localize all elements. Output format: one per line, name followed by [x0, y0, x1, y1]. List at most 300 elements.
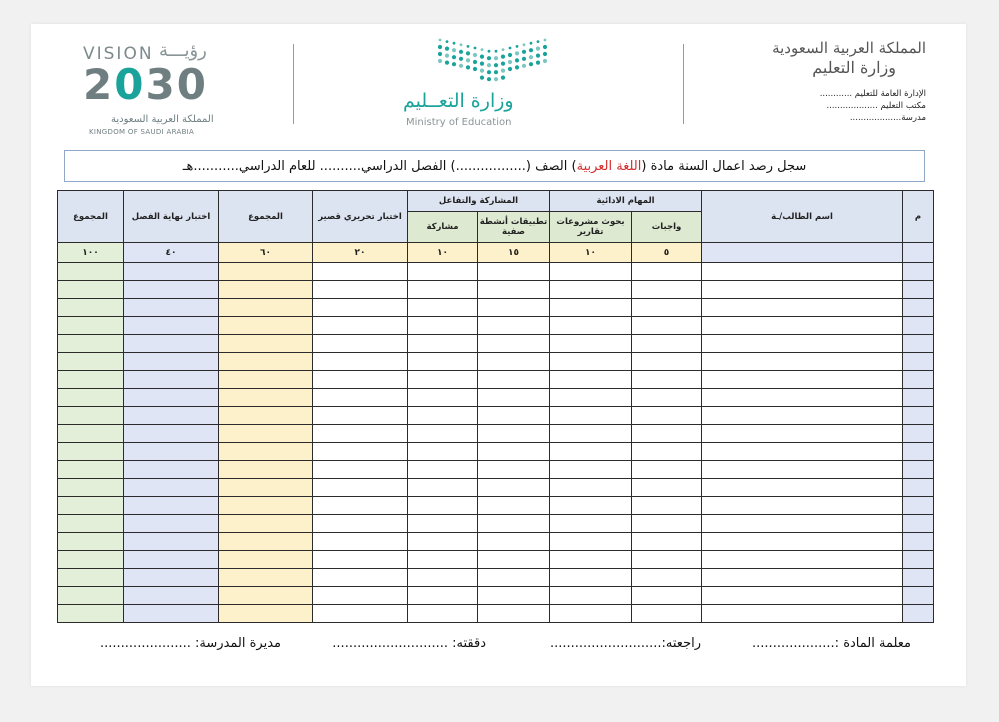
grade-cell[interactable]	[408, 389, 478, 407]
emblem-dot	[536, 54, 540, 58]
grade-cell[interactable]	[632, 263, 702, 281]
grade-cell[interactable]	[313, 443, 408, 461]
teacher-signature: معلمة المادة :....................	[752, 636, 911, 651]
moe-arabic-name: وزارة التعــليم	[403, 90, 514, 112]
emblem-dot	[530, 42, 533, 45]
weight-total-2: ١٠٠	[58, 243, 124, 263]
grade-cell[interactable]	[313, 461, 408, 479]
emblem-dot	[473, 67, 477, 71]
grade-cell[interactable]	[632, 389, 702, 407]
grade-cell[interactable]	[550, 317, 632, 335]
grade-cell[interactable]	[219, 515, 313, 533]
grade-cell[interactable]	[219, 569, 313, 587]
grade-cell[interactable]	[124, 569, 219, 587]
emblem-dot	[515, 51, 519, 55]
grade-cell[interactable]	[219, 461, 313, 479]
grade-cell[interactable]	[313, 515, 408, 533]
grade-cell[interactable]	[478, 335, 550, 353]
grade-cell[interactable]	[408, 425, 478, 443]
grade-cell[interactable]	[58, 605, 124, 623]
weight-applications: ١٥	[478, 243, 550, 263]
grade-cell[interactable]	[219, 299, 313, 317]
grade-cell[interactable]	[313, 497, 408, 515]
grade-cell[interactable]	[632, 533, 702, 551]
kingdom-calligraphy: المملكة العربية السعودية	[772, 39, 926, 57]
emblem-dot	[480, 62, 484, 66]
grade-cell[interactable]	[313, 263, 408, 281]
emblem-dot	[466, 65, 470, 69]
grade-cell[interactable]	[903, 461, 934, 479]
grade-cell[interactable]	[702, 551, 903, 569]
grade-cell[interactable]	[313, 299, 408, 317]
grade-cell[interactable]	[219, 587, 313, 605]
grade-cell[interactable]	[408, 605, 478, 623]
year-part-emblem: 0	[114, 60, 146, 109]
grade-cell[interactable]	[903, 371, 934, 389]
grade-cell[interactable]	[550, 335, 632, 353]
moe-dots-icon	[436, 36, 556, 82]
emblem-dot	[487, 56, 491, 60]
grade-cell[interactable]	[632, 371, 702, 389]
grade-cell[interactable]	[550, 569, 632, 587]
institution-block	[761, 36, 926, 146]
weight-participation: ١٠	[408, 243, 478, 263]
grade-cell[interactable]	[219, 281, 313, 299]
grade-cell[interactable]	[219, 317, 313, 335]
grade-cell[interactable]	[903, 317, 934, 335]
emblem-dot	[501, 69, 505, 73]
grade-cell[interactable]	[58, 551, 124, 569]
grade-cell[interactable]	[478, 569, 550, 587]
table-row	[58, 299, 934, 317]
emblem-dot	[487, 63, 491, 67]
grade-cell[interactable]	[632, 605, 702, 623]
grade-cell[interactable]	[408, 497, 478, 515]
grade-cell[interactable]	[702, 407, 903, 425]
grade-cell[interactable]	[903, 479, 934, 497]
grade-cell[interactable]	[124, 371, 219, 389]
grade-cell[interactable]	[408, 551, 478, 569]
vision-arabic: رؤيـــة	[159, 40, 207, 61]
grade-cell[interactable]	[702, 425, 903, 443]
emblem-dot	[494, 63, 498, 67]
grade-cell[interactable]	[58, 371, 124, 389]
emblem-dot	[459, 50, 463, 54]
signatures-footer	[81, 636, 911, 656]
year-2030	[83, 60, 208, 109]
grade-cell[interactable]	[313, 587, 408, 605]
grade-cell[interactable]	[903, 443, 934, 461]
grade-cell[interactable]	[550, 299, 632, 317]
grade-cell[interactable]	[478, 461, 550, 479]
grade-cell[interactable]	[58, 281, 124, 299]
grade-cell[interactable]	[124, 533, 219, 551]
grade-cell[interactable]	[550, 497, 632, 515]
table-row	[58, 353, 934, 371]
grade-cell[interactable]	[124, 425, 219, 443]
header-participation-group: المشاركة والتفاعل	[408, 191, 550, 212]
grade-cell[interactable]	[408, 317, 478, 335]
emblem-dot	[515, 58, 519, 62]
emblem-dot	[452, 62, 456, 66]
grade-cell[interactable]	[550, 353, 632, 371]
grade-cell[interactable]	[219, 497, 313, 515]
emblem-dot	[480, 76, 484, 80]
grade-cell[interactable]	[903, 587, 934, 605]
grade-cell[interactable]	[408, 461, 478, 479]
table-row	[58, 407, 934, 425]
table-row	[58, 443, 934, 461]
grade-cell[interactable]	[702, 479, 903, 497]
grade-cell[interactable]	[124, 551, 219, 569]
grade-cell[interactable]	[632, 461, 702, 479]
header-performance-tasks: المهام الادائية	[550, 191, 702, 212]
grade-cell[interactable]	[408, 299, 478, 317]
grade-cell[interactable]	[632, 443, 702, 461]
header-participation: مشاركة	[408, 212, 478, 243]
grade-cell[interactable]	[702, 461, 903, 479]
title-subject: اللغة العربية	[576, 158, 642, 174]
grade-cell[interactable]	[632, 317, 702, 335]
grade-cell[interactable]	[58, 515, 124, 533]
emblem-dot	[445, 47, 449, 51]
grade-cell[interactable]	[313, 533, 408, 551]
emblem-dot	[494, 70, 498, 74]
grade-cell[interactable]	[478, 425, 550, 443]
emblem-dot	[495, 50, 498, 53]
grade-cell[interactable]	[313, 605, 408, 623]
grade-cell[interactable]	[313, 425, 408, 443]
weight-name-cell	[702, 243, 903, 263]
grade-cell[interactable]	[632, 425, 702, 443]
grade-cell[interactable]	[124, 497, 219, 515]
emblem-dot	[467, 45, 470, 48]
admin-line: الإدارة العامة للتعليم ............	[819, 89, 926, 99]
emblem-dot	[502, 48, 505, 51]
emblem-dot	[501, 55, 505, 59]
grade-cell[interactable]	[219, 389, 313, 407]
grade-cell[interactable]	[124, 515, 219, 533]
grade-cell[interactable]	[632, 551, 702, 569]
grade-cell[interactable]	[903, 407, 934, 425]
grade-cell[interactable]	[124, 407, 219, 425]
grade-cell[interactable]	[478, 371, 550, 389]
emblem-dot	[501, 62, 505, 66]
grade-cell[interactable]	[408, 533, 478, 551]
grade-cell[interactable]	[478, 479, 550, 497]
grade-cell[interactable]	[903, 497, 934, 515]
emblem-dot	[473, 53, 477, 57]
grade-cell[interactable]	[58, 569, 124, 587]
grade-cell[interactable]	[550, 371, 632, 389]
grade-cell[interactable]	[550, 407, 632, 425]
grade-cell[interactable]	[58, 263, 124, 281]
emblem-dot	[543, 59, 547, 63]
record-title	[64, 150, 925, 182]
grade-cell[interactable]	[702, 371, 903, 389]
grade-cell[interactable]	[219, 551, 313, 569]
weights-row	[58, 243, 934, 263]
grade-cell[interactable]	[478, 497, 550, 515]
grade-cell[interactable]	[219, 443, 313, 461]
grade-cell[interactable]	[550, 461, 632, 479]
grade-cell[interactable]	[478, 515, 550, 533]
grade-cell[interactable]	[58, 533, 124, 551]
grade-cell[interactable]	[903, 353, 934, 371]
grade-cell[interactable]	[58, 335, 124, 353]
grade-cell[interactable]	[478, 533, 550, 551]
grade-cell[interactable]	[124, 353, 219, 371]
grade-cell[interactable]	[408, 263, 478, 281]
student-rows	[58, 263, 934, 623]
table-row	[58, 371, 934, 389]
table-row	[58, 425, 934, 443]
grade-cell[interactable]	[408, 371, 478, 389]
grade-cell[interactable]	[313, 353, 408, 371]
emblem-dot	[529, 48, 533, 52]
grade-cell[interactable]	[58, 299, 124, 317]
emblem-dot	[480, 55, 484, 59]
ksa-arabic-caption: المملكة العربية السعودية	[111, 114, 214, 125]
grade-cell[interactable]	[408, 479, 478, 497]
header-number: م	[903, 191, 934, 243]
grade-cell[interactable]	[219, 371, 313, 389]
year-part-right: 30	[145, 60, 208, 109]
grade-cell[interactable]	[550, 515, 632, 533]
grade-cell[interactable]	[408, 353, 478, 371]
grade-cell[interactable]	[550, 281, 632, 299]
grade-cell[interactable]	[124, 263, 219, 281]
emblem-dot	[537, 40, 540, 43]
grade-cell[interactable]	[219, 605, 313, 623]
grade-cell[interactable]	[702, 605, 903, 623]
emblem-dot	[523, 43, 526, 46]
grade-cell[interactable]	[903, 551, 934, 569]
emblem-dot	[508, 53, 512, 57]
grade-cell[interactable]	[219, 263, 313, 281]
emblem-dot	[445, 54, 449, 58]
grade-cell[interactable]	[313, 281, 408, 299]
grade-cell[interactable]	[478, 551, 550, 569]
grade-cell[interactable]	[478, 587, 550, 605]
grade-cell[interactable]	[702, 389, 903, 407]
emblem-dot	[515, 65, 519, 69]
table-row	[58, 317, 934, 335]
table-row	[58, 479, 934, 497]
reviewed-signature: راجعته:...........................	[549, 636, 701, 651]
header-student-name: اسم الطالب/ـة	[702, 191, 903, 243]
grade-cell[interactable]	[58, 389, 124, 407]
grade-cell[interactable]	[550, 587, 632, 605]
grade-cell[interactable]	[550, 425, 632, 443]
grade-cell[interactable]	[313, 407, 408, 425]
grade-cell[interactable]	[903, 281, 934, 299]
grade-cell[interactable]	[632, 587, 702, 605]
weight-research: ١٠	[550, 243, 632, 263]
grade-cell[interactable]	[313, 335, 408, 353]
grade-cell[interactable]	[702, 299, 903, 317]
grade-cell[interactable]	[702, 569, 903, 587]
grade-cell[interactable]	[478, 605, 550, 623]
audited-signature: دققته: ............................	[332, 636, 486, 651]
grade-cell[interactable]	[632, 515, 702, 533]
school-line: مدرسة...................	[849, 113, 926, 123]
grade-cell[interactable]	[702, 335, 903, 353]
grade-cell[interactable]	[408, 515, 478, 533]
document-page	[31, 24, 966, 686]
principal-signature: مديرة المدرسة: ......................	[100, 636, 281, 651]
emblem-dot	[522, 50, 526, 54]
grade-cell[interactable]	[58, 587, 124, 605]
grade-cell[interactable]	[124, 479, 219, 497]
grade-cell[interactable]	[632, 281, 702, 299]
grade-cell[interactable]	[124, 281, 219, 299]
grade-cell[interactable]	[632, 569, 702, 587]
grade-cell[interactable]	[408, 407, 478, 425]
grade-cell[interactable]	[550, 551, 632, 569]
emblem-dot	[481, 48, 484, 51]
table-row	[58, 551, 934, 569]
grade-cell[interactable]	[124, 605, 219, 623]
header-research: بحوث مشروعات تقارير	[550, 212, 632, 243]
grade-cell[interactable]	[903, 299, 934, 317]
grade-cell[interactable]	[632, 299, 702, 317]
ministry-calligraphy: وزارة التعليم	[812, 58, 896, 77]
grade-cell[interactable]	[550, 443, 632, 461]
grade-cell[interactable]	[124, 317, 219, 335]
grade-cell[interactable]	[550, 533, 632, 551]
emblem-dot	[480, 69, 484, 73]
table-row	[58, 497, 934, 515]
ksa-english-caption: KINGDOM OF SAUDI ARABIA	[89, 128, 195, 136]
emblem-dot	[508, 67, 512, 71]
grade-cell[interactable]	[702, 281, 903, 299]
grade-cell[interactable]	[478, 389, 550, 407]
grade-cell[interactable]	[550, 389, 632, 407]
header-divider-right	[683, 44, 684, 124]
grade-cell[interactable]	[313, 551, 408, 569]
grade-cell[interactable]	[478, 353, 550, 371]
grade-cell[interactable]	[702, 443, 903, 461]
grade-cell[interactable]	[903, 263, 934, 281]
emblem-dot	[438, 59, 442, 63]
grade-cell[interactable]	[313, 389, 408, 407]
grade-cell[interactable]	[550, 605, 632, 623]
grade-cell[interactable]	[313, 569, 408, 587]
weight-written-test: ٢٠	[313, 243, 408, 263]
emblem-dot	[453, 42, 456, 45]
grade-cell[interactable]	[313, 317, 408, 335]
grade-cell[interactable]	[219, 479, 313, 497]
grade-cell[interactable]	[702, 497, 903, 515]
header-homework: واجبات	[632, 212, 702, 243]
emblem-dot	[474, 47, 477, 50]
grade-cell[interactable]	[478, 281, 550, 299]
grade-cell[interactable]	[550, 263, 632, 281]
grade-cell[interactable]	[903, 605, 934, 623]
emblem-dot	[487, 77, 491, 81]
grade-cell[interactable]	[478, 443, 550, 461]
grade-cell[interactable]	[58, 479, 124, 497]
grade-cell[interactable]	[702, 515, 903, 533]
table-row	[58, 281, 934, 299]
grade-cell[interactable]	[632, 353, 702, 371]
grade-cell[interactable]	[478, 317, 550, 335]
emblem-dot	[508, 60, 512, 64]
weight-homework: ٥	[632, 243, 702, 263]
grade-cell[interactable]	[124, 443, 219, 461]
grade-cell[interactable]	[903, 515, 934, 533]
header-written-test: اختبار تحريري قصير	[313, 191, 408, 243]
emblem-dot	[452, 48, 456, 52]
grade-cell[interactable]	[58, 425, 124, 443]
grade-cell[interactable]	[632, 335, 702, 353]
grade-cell[interactable]	[58, 497, 124, 515]
emblem-dot	[459, 64, 463, 68]
grade-cell[interactable]	[58, 353, 124, 371]
grade-cell[interactable]	[58, 317, 124, 335]
grade-cell[interactable]	[550, 479, 632, 497]
emblem-dot	[452, 55, 456, 59]
grade-cell[interactable]	[903, 335, 934, 353]
grade-cell[interactable]	[702, 317, 903, 335]
grade-cell[interactable]	[313, 479, 408, 497]
grade-cell[interactable]	[58, 443, 124, 461]
grade-cell[interactable]	[408, 443, 478, 461]
grade-cell[interactable]	[478, 263, 550, 281]
grade-cell[interactable]	[903, 389, 934, 407]
grade-cell[interactable]	[58, 461, 124, 479]
grade-cell[interactable]	[702, 587, 903, 605]
grade-cell[interactable]	[219, 353, 313, 371]
grade-cell[interactable]	[702, 533, 903, 551]
header-total-1: المجموع	[219, 191, 313, 243]
grade-cell[interactable]	[408, 281, 478, 299]
grade-cell[interactable]	[408, 569, 478, 587]
grade-cell[interactable]	[219, 407, 313, 425]
grade-cell[interactable]	[903, 425, 934, 443]
grade-cell[interactable]	[632, 497, 702, 515]
grade-cell[interactable]	[478, 407, 550, 425]
grade-cell[interactable]	[58, 407, 124, 425]
grade-cell[interactable]	[313, 371, 408, 389]
grade-cell[interactable]	[219, 425, 313, 443]
emblem-dot	[501, 76, 505, 80]
emblem-dot	[536, 47, 540, 51]
grade-cell[interactable]	[632, 407, 702, 425]
grade-cell[interactable]	[903, 533, 934, 551]
grade-cell[interactable]	[408, 587, 478, 605]
emblem-dot	[516, 45, 519, 48]
grade-cell[interactable]	[408, 335, 478, 353]
grade-cell[interactable]	[903, 569, 934, 587]
grade-cell[interactable]	[702, 263, 903, 281]
grade-cell[interactable]	[124, 389, 219, 407]
table-row	[58, 263, 934, 281]
emblem-dot	[473, 60, 477, 64]
grade-cell[interactable]	[702, 353, 903, 371]
grade-cell[interactable]	[632, 479, 702, 497]
grade-cell[interactable]	[124, 587, 219, 605]
emblem-dot	[544, 39, 547, 42]
grade-cell[interactable]	[124, 299, 219, 317]
grade-cell[interactable]	[124, 461, 219, 479]
grade-cell[interactable]	[219, 335, 313, 353]
grade-cell[interactable]	[478, 299, 550, 317]
grade-cell[interactable]	[124, 335, 219, 353]
emblem-dot	[536, 61, 540, 65]
grade-cell[interactable]	[219, 533, 313, 551]
